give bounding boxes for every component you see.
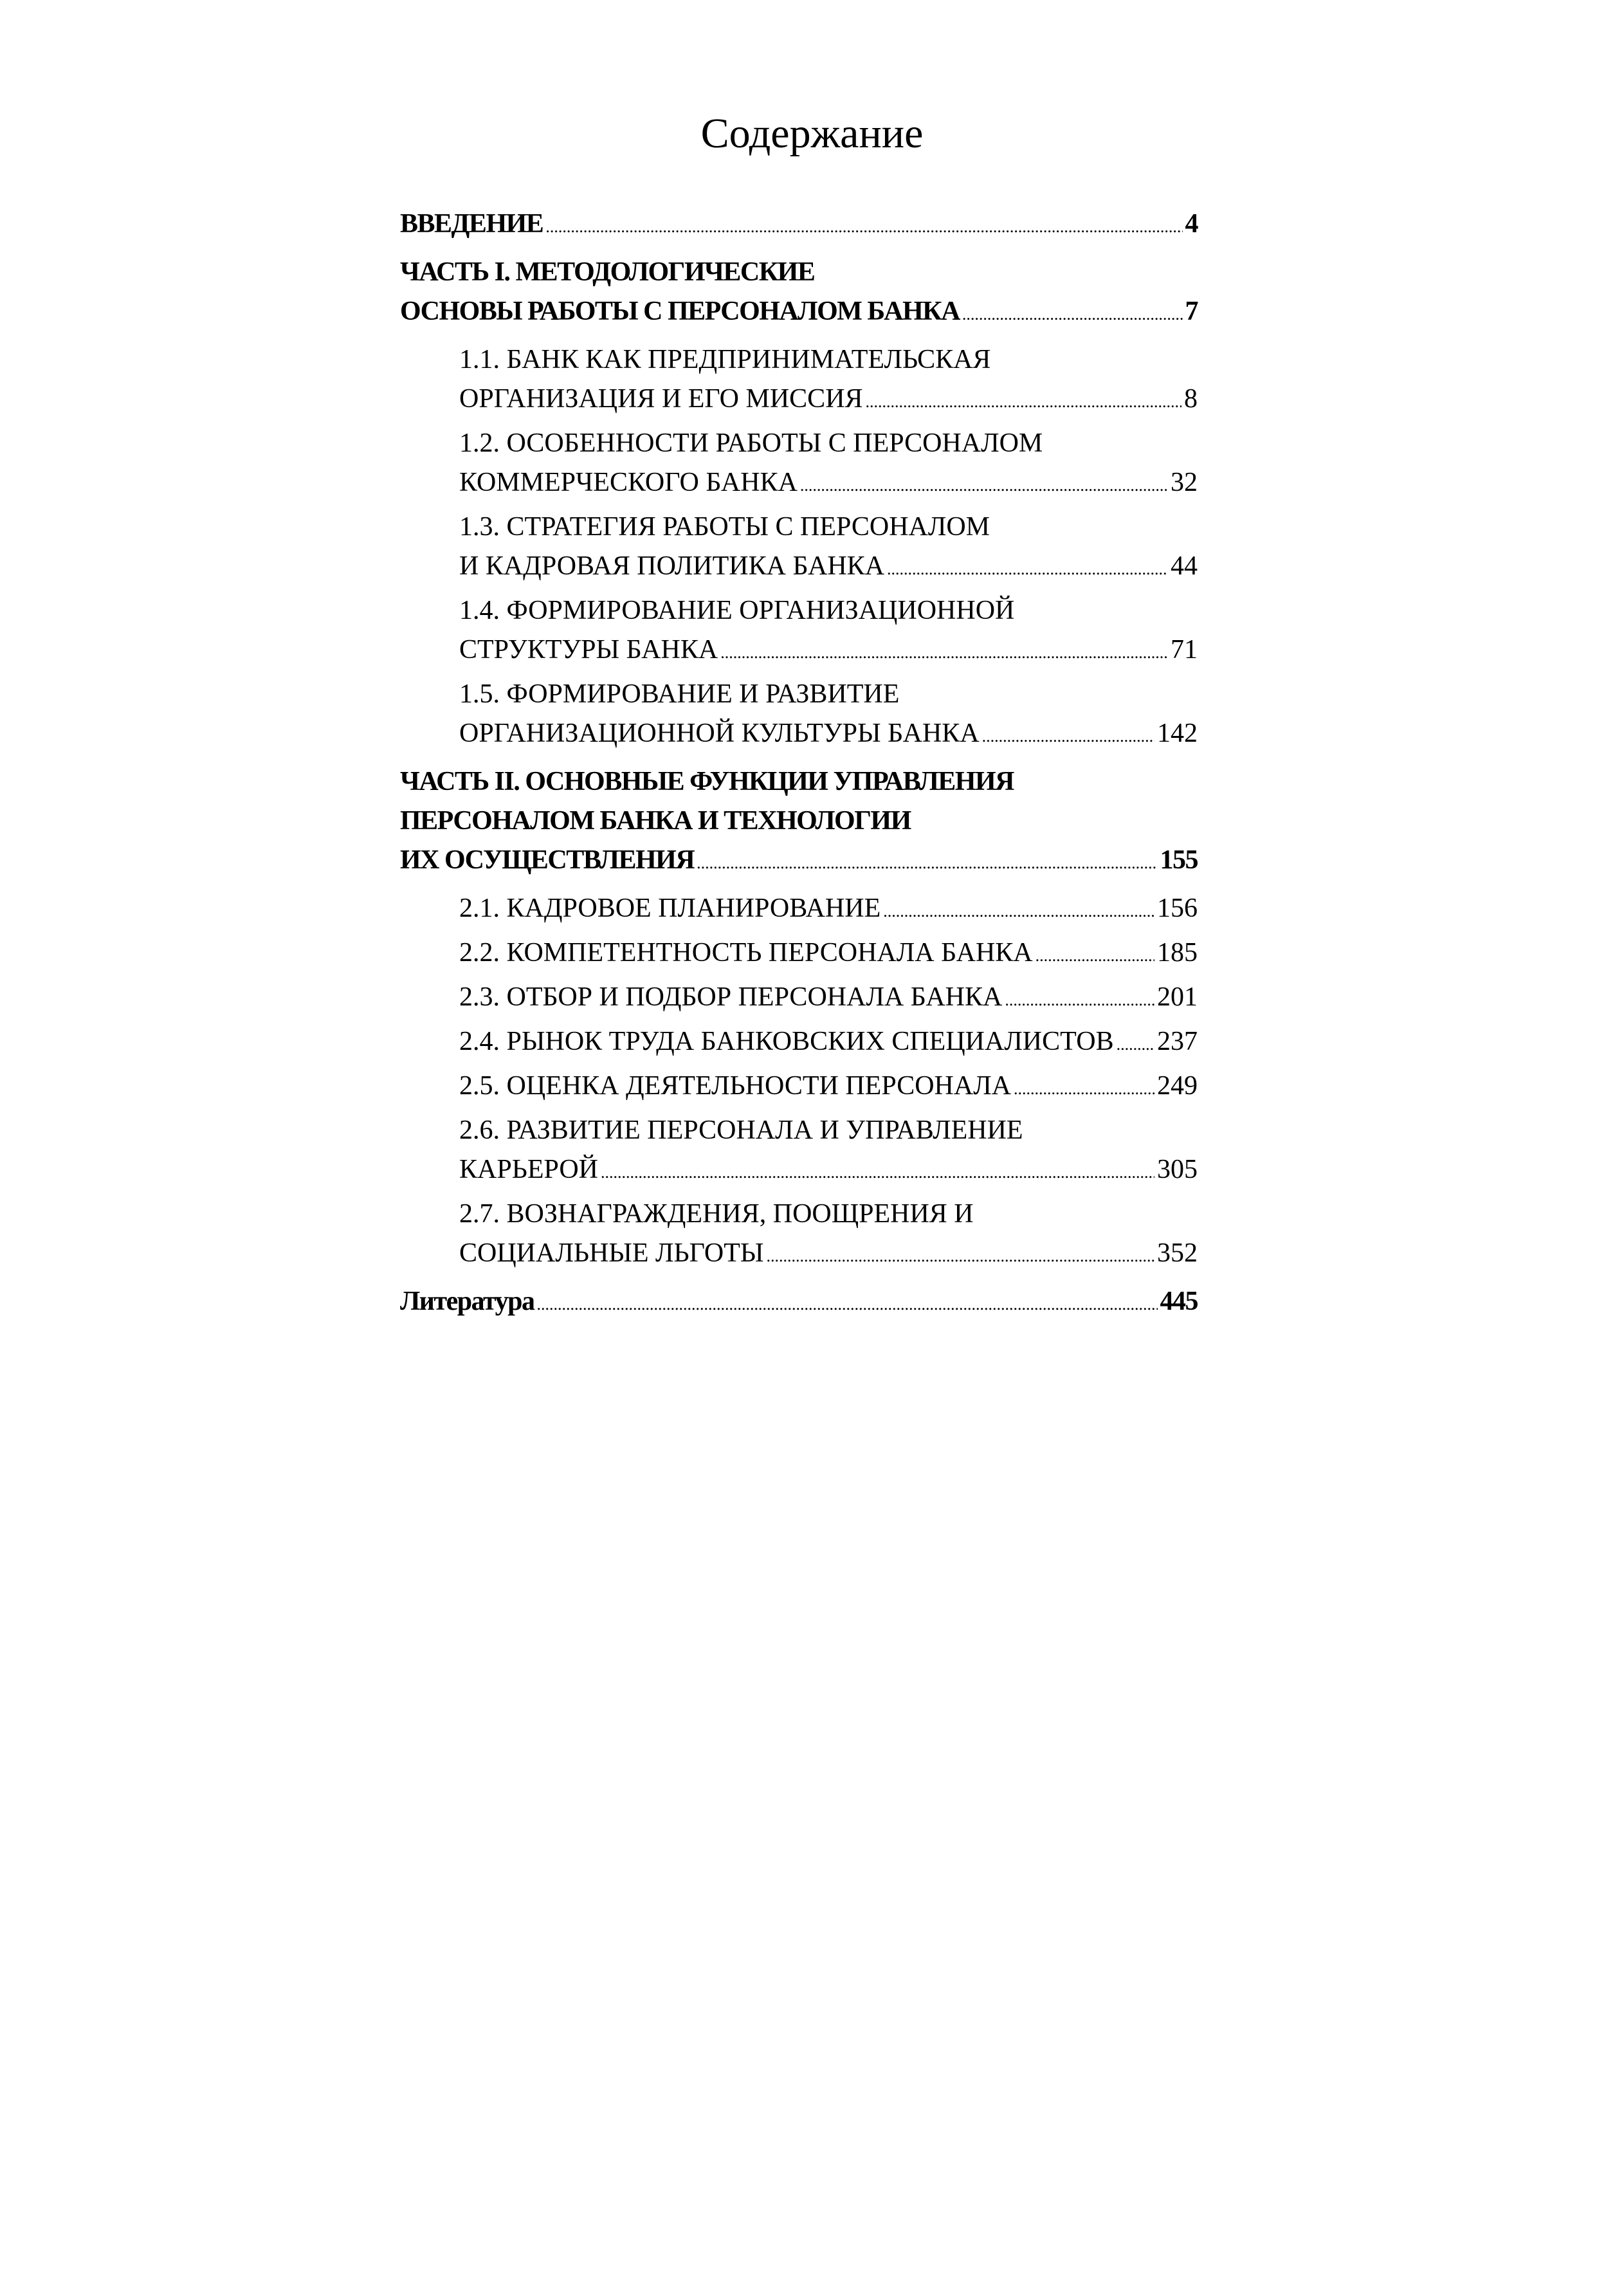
- toc-entry: [400, 340, 1198, 421]
- toc-page-number: 445: [1160, 1287, 1198, 1316]
- toc-page-number: 185: [1157, 938, 1198, 968]
- toc-entry: [400, 889, 1198, 931]
- dot-leader: [536, 1285, 1157, 1324]
- toc-entry: [400, 1282, 1198, 1324]
- toc-entry-leader-line: [400, 841, 1198, 883]
- toc-entry-title-line: 1.3. СТРАТЕГИЯ РАБОТЫ С ПЕРСОНАЛОМ: [459, 512, 990, 542]
- toc-entry-title-line: 2.7. ВОЗНАГРАЖДЕНИЯ, ПООЩРЕНИЯ И: [459, 1199, 974, 1229]
- toc-entry-leader-line: [459, 978, 1198, 1020]
- toc-page-number: 155: [1160, 845, 1198, 875]
- dot-leader: [1014, 1069, 1154, 1108]
- toc-page-number: 249: [1157, 1071, 1198, 1101]
- toc-entry: [400, 1195, 1198, 1276]
- toc-entry-title-line: Литература: [400, 1287, 534, 1316]
- toc-entry: [400, 762, 1198, 883]
- toc-entry-title-line: КАРЬЕРОЙ: [459, 1155, 599, 1184]
- toc-page-number: 32: [1171, 468, 1198, 497]
- toc-entry-title-line: 1.4. ФОРМИРОВАНИЕ ОРГАНИЗАЦИОННОЙ: [459, 596, 1015, 625]
- dot-leader: [545, 207, 1182, 246]
- toc-entry: [400, 591, 1198, 672]
- dot-leader: [601, 1153, 1154, 1192]
- toc-entry-title-line: ЧАСТЬ II. ОСНОВНЫЕ ФУНКЦИИ УПРАВЛЕНИЯ: [400, 767, 1014, 796]
- toc-entry-title-line: СОЦИАЛЬНЫЕ ЛЬГОТЫ: [459, 1238, 764, 1268]
- toc-entry-title-line: 2.2. КОМПЕТЕНТНОСТЬ ПЕРСОНАЛА БАНКА: [459, 938, 1033, 968]
- entry-spacer: [400, 1276, 1198, 1282]
- toc-page-number: 142: [1157, 719, 1198, 748]
- toc-entry-title-line: 1.1. БАНК КАК ПРЕДПРИНИМАТЕЛЬСКАЯ: [459, 345, 991, 374]
- toc-entry-leader-line: [459, 1067, 1198, 1108]
- toc-entry: [400, 508, 1198, 589]
- toc-entry: [400, 933, 1198, 975]
- toc-entry-leader-line: [459, 889, 1198, 931]
- toc-entry: [400, 1111, 1198, 1192]
- toc-entry-title-line: СТРУКТУРЫ БАНКА: [459, 635, 718, 665]
- toc-entry-leader-line: [459, 1150, 1198, 1192]
- toc-entry: [400, 253, 1198, 334]
- toc-entry-title-line: КОММЕРЧЕСКОГО БАНКА: [459, 468, 798, 497]
- entry-spacer: [400, 246, 1198, 253]
- toc-entry-title-line: 2.4. РЫНОК ТРУДА БАНКОВСКИХ СПЕЦИАЛИСТОВ: [459, 1027, 1114, 1056]
- toc-entry: [400, 1067, 1198, 1108]
- toc-entry-title-line: ОРГАНИЗАЦИЯ И ЕГО МИССИЯ: [459, 384, 863, 414]
- toc-entry-title-line: И КАДРОВАЯ ПОЛИТИКА БАНКА: [459, 551, 885, 581]
- toc-entry-leader-line: [459, 463, 1198, 505]
- dot-leader: [767, 1236, 1154, 1276]
- toc-entry: [400, 978, 1198, 1020]
- toc-page-number: 156: [1157, 894, 1198, 923]
- toc-page-number: 7: [1185, 297, 1198, 326]
- toc-entry-title-line: ОРГАНИЗАЦИОННОЙ КУЛЬТУРЫ БАНКА: [459, 719, 980, 748]
- table-of-contents: [400, 205, 1198, 1324]
- dot-leader: [697, 843, 1157, 883]
- dot-leader: [1117, 1025, 1154, 1064]
- dot-leader: [720, 633, 1168, 672]
- toc-entry-title-line: ОСНОВЫ РАБОТЫ С ПЕРСОНАЛОМ БАНКА: [400, 297, 960, 326]
- page-title: Содержание: [700, 110, 924, 158]
- toc-entry: [400, 675, 1198, 756]
- toc-entry-title-line: 1.5. ФОРМИРОВАНИЕ И РАЗВИТИЕ: [459, 679, 900, 709]
- toc-entry: [400, 205, 1198, 246]
- toc-entry-leader-line: [459, 933, 1198, 975]
- toc-page-number: 4: [1185, 209, 1198, 239]
- dot-leader: [883, 892, 1154, 931]
- entry-spacer: [400, 334, 1198, 340]
- toc-page-number: 44: [1171, 551, 1198, 581]
- toc-entry-leader-line: [400, 205, 1198, 246]
- entry-spacer: [400, 756, 1198, 762]
- toc-page-number: 305: [1157, 1155, 1198, 1184]
- toc-entry-title-line: 2.6. РАЗВИТИЕ ПЕРСОНАЛА И УПРАВЛЕНИЕ: [459, 1115, 1023, 1145]
- toc-entry-title-line: 2.5. ОЦЕНКА ДЕЯТЕЛЬНОСТИ ПЕРСОНАЛА: [459, 1071, 1012, 1101]
- toc-entry-title-line: 2.1. КАДРОВОЕ ПЛАНИРОВАНИЕ: [459, 894, 881, 923]
- dot-leader: [866, 382, 1182, 421]
- toc-page-number: 237: [1157, 1027, 1198, 1056]
- toc-entry-leader-line: [459, 1234, 1198, 1276]
- toc-page-number: 8: [1184, 384, 1198, 414]
- toc-entry-leader-line: [459, 380, 1198, 421]
- toc-entry-title-line: 1.2. ОСОБЕННОСТИ РАБОТЫ С ПЕРСОНАЛОМ: [459, 428, 1043, 458]
- toc-entry-leader-line: [459, 714, 1198, 756]
- toc-entry-leader-line: [400, 1282, 1198, 1324]
- dot-leader: [1005, 980, 1154, 1020]
- toc-page-number: 201: [1157, 982, 1198, 1012]
- toc-entry-title-line: ЧАСТЬ I. МЕТОДОЛОГИЧЕСКИЕ: [400, 257, 815, 287]
- toc-entry: [400, 424, 1198, 505]
- toc-entry-title-line: ИХ ОСУЩЕСТВЛЕНИЯ: [400, 845, 695, 875]
- dot-leader: [800, 466, 1168, 505]
- toc-page-number: 352: [1157, 1238, 1198, 1268]
- toc-entry-leader-line: [459, 1022, 1198, 1064]
- toc-entry-title-line: ВВЕДЕНИЕ: [400, 209, 543, 239]
- toc-entry-leader-line: [400, 292, 1198, 334]
- dot-leader: [962, 295, 1183, 334]
- toc-entry-title-line: 2.3. ОТБОР И ПОДБОР ПЕРСОНАЛА БАНКА: [459, 982, 1003, 1012]
- toc-entry-title-line: ПЕРСОНАЛОМ БАНКА И ТЕХНОЛОГИИ: [400, 806, 911, 836]
- toc-entry-leader-line: [459, 547, 1198, 589]
- dot-leader: [982, 717, 1154, 756]
- dot-leader: [887, 549, 1168, 589]
- entry-spacer: [400, 883, 1198, 889]
- toc-page-number: 71: [1171, 635, 1198, 665]
- toc-entry-leader-line: [459, 630, 1198, 672]
- dot-leader: [1036, 936, 1154, 975]
- toc-entry: [400, 1022, 1198, 1064]
